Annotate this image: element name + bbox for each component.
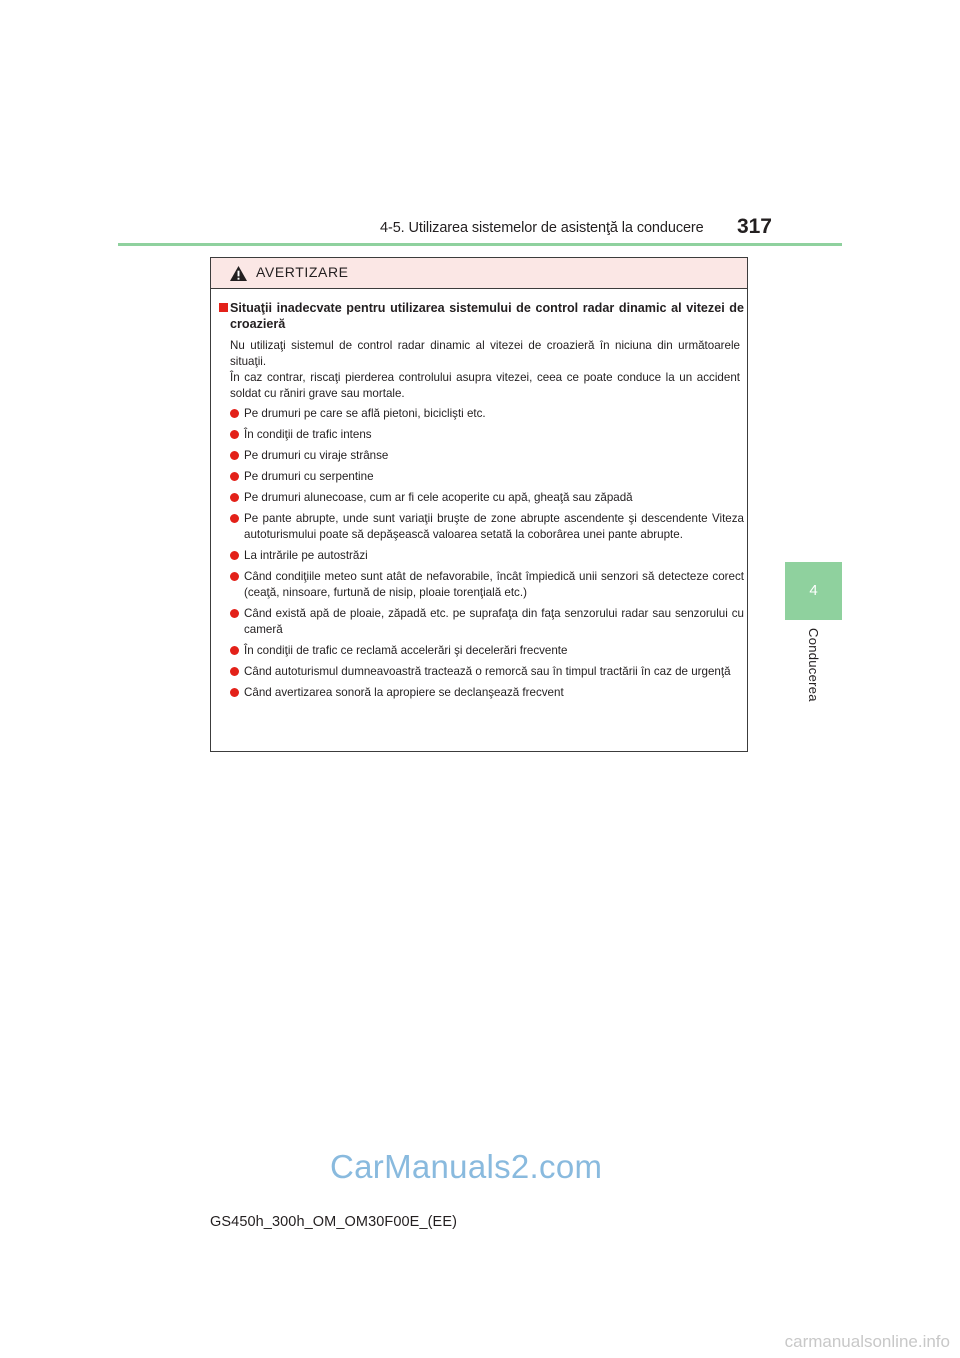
- warning-intro: [230, 338, 740, 402]
- bullet-dot-icon: [230, 430, 239, 439]
- list-item: Când autoturismul dumneavoastră tractează o remorcă sau în timpul tractării în caz de urgenţă: [230, 664, 744, 680]
- intro-paragraph: Nu utilizaţi sistemul de control radar dinamic al vitezei de croazieră în niciuna din următoarele situaţii.: [230, 339, 740, 368]
- warning-body: [211, 289, 747, 751]
- list-item: Când condiţiile meteo sunt atât de nefavorabile, încât împiedică unii senzori să detecteze corect (ceaţă, ninsoare, furtună de nisip, ploaie torenţială etc.): [230, 569, 744, 601]
- bullet-dot-icon: [230, 551, 239, 560]
- chapter-tab: 4: [785, 562, 842, 620]
- warning-header: [211, 258, 747, 289]
- intro-paragraph: În caz contrar, riscaţi pierderea controlului asupra vitezei, ceea ce poate conduce la un accident soldat cu răniri grave sau mortale.: [230, 371, 740, 400]
- list-item: Când avertizarea sonoră la apropiere se declanşează frecvent: [230, 685, 744, 701]
- bullet-dot-icon: [230, 409, 239, 418]
- square-bullet-icon: [219, 303, 228, 312]
- list-item: Pe drumuri alunecoase, cum ar fi cele acoperite cu apă, gheaţă sau zăpadă: [230, 490, 744, 506]
- page-header: [380, 215, 772, 239]
- warning-title: AVERTIZARE: [256, 264, 349, 280]
- bullet-dot-icon: [230, 451, 239, 460]
- bullet-dot-icon: [230, 472, 239, 481]
- warning-box: [210, 257, 748, 752]
- list-item: Când există apă de ploaie, zăpadă etc. pe suprafaţa din faţa senzorului radar sau senzorului cu cameră: [230, 606, 744, 638]
- bullet-dot-icon: [230, 688, 239, 697]
- bullet-dot-icon: [230, 572, 239, 581]
- section-title: 4-5. Utilizarea sistemelor de asistenţă la conducere: [380, 220, 704, 236]
- list-item: Pe drumuri cu serpentine: [230, 469, 744, 485]
- chapter-label-text: Conducerea: [806, 628, 821, 702]
- bullet-dot-icon: [230, 646, 239, 655]
- warning-subheading: [219, 300, 744, 332]
- header-divider: [118, 243, 842, 246]
- list-item: Pe drumuri pe care se află pietoni, biciclişti etc.: [230, 406, 744, 422]
- list-item: Pe pante abrupte, unde sunt variaţii bruşte de zone abrupte ascendente şi descendente Viteza autoturismului poate să depăşească valoarea setată la coborârea unei pante abrupte.: [230, 511, 744, 543]
- bullet-dot-icon: [230, 667, 239, 676]
- bullet-dot-icon: [230, 514, 239, 523]
- list-item: În condiţii de trafic ce reclamă accelerări şi decelerări frecvente: [230, 643, 744, 659]
- model-code: GS450h_300h_OM_OM30F00E_(EE): [210, 1214, 458, 1230]
- warning-triangle-icon: [229, 265, 248, 282]
- warning-subheading-text: Situaţii inadecvate pentru utilizarea sistemului de control radar dinamic al vitezei de croazieră: [230, 301, 744, 331]
- chapter-label: [785, 628, 842, 718]
- bullet-dot-icon: [230, 493, 239, 502]
- list-item: În condiţii de trafic intens: [230, 427, 744, 443]
- watermark-site: carmanualsonline.info: [784, 1332, 950, 1351]
- list-item: Pe drumuri cu viraje strânse: [230, 448, 744, 464]
- page-number: 317: [736, 215, 772, 238]
- bullet-dot-icon: [230, 609, 239, 618]
- list-item: La intrările pe autostrăzi: [230, 548, 744, 564]
- situation-list: [230, 406, 744, 706]
- watermark-logo: CarManuals2.com: [330, 1148, 603, 1185]
